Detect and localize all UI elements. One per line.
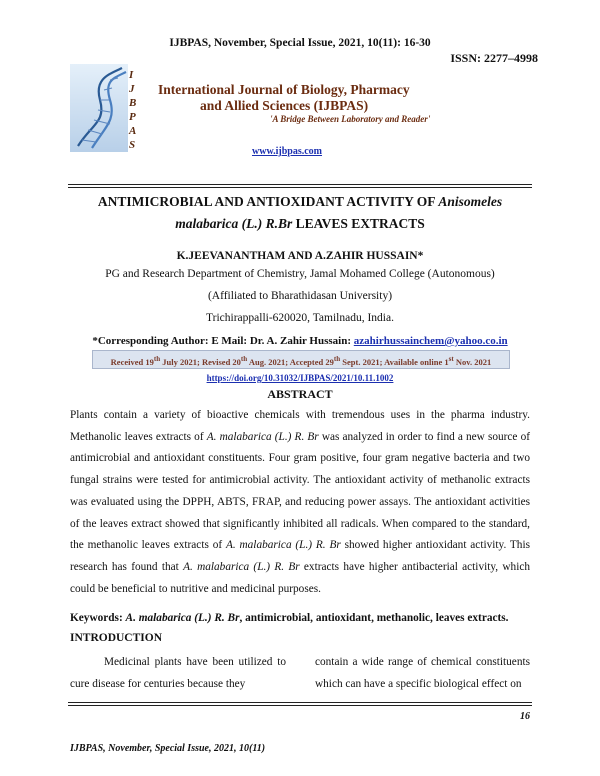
author-list: K.JEEVANANTHAM AND A.ZAHIR HUSSAIN* bbox=[176, 250, 424, 262]
corresponding-email-link[interactable]: azahirhussainchem@yahoo.co.in bbox=[353, 335, 508, 347]
journal-name-line2: and Allied Sciences (IJBPAS) bbox=[200, 98, 369, 113]
footer-divider bbox=[68, 702, 532, 703]
doi bbox=[0, 373, 600, 383]
logo-letter-s: S bbox=[129, 139, 136, 151]
abstract-species-3: A. malabarica (L.) R. Br bbox=[183, 560, 300, 573]
affiliation-department: PG and Research Department of Chemistry, Jamal Mohamed College (Autonomous) bbox=[105, 268, 495, 280]
issn-label: ISSN: 2277–4998 bbox=[450, 51, 538, 65]
footer-divider-thin bbox=[68, 705, 532, 706]
abstract-text: Plants contain a variety of bioactive chemicals with tremendous uses in the pharma industry. Methanolic leaves extracts of A. malabarica (L.) R. Br was analyzed in order to find a new source of antimicrobial and antioxidant constituents. Four gram positive, four gram negative bacteria and two fungal strains were tested for antimicrobial activity. The antioxidant activity of methanolic extracts was evaluated using the DPPH, ABTS, FRAP, and reducing power assays. The antioxidant activities of the leaves extract showed that significantly inhibited all radicals. When compared to the standard, the methanolic leaves extracts of A. malabarica (L.) R. Br showed higher antioxidant activity. This research has found that A. malabarica (L.) R. Br extracts have higher antibacterial activity, which could be beneficial to nutritive and medicinal purposes. bbox=[70, 409, 530, 595]
introduction-column-left: Medicinal plants have been utilized to cure disease for centuries because they bbox=[70, 656, 286, 690]
abstract-species-1: A. malabarica (L.) R. Br bbox=[206, 430, 319, 443]
journal-citation-header: IJBPAS, November, Special Issue, 2021, 10(11): 16-30 bbox=[169, 37, 431, 49]
abstract-species-2: A. malabarica (L.) R. Br bbox=[225, 539, 341, 552]
affiliation-address: Trichirappalli-620020, Tamilnadu, India. bbox=[206, 312, 394, 324]
affiliation-university: (Affiliated to Bharathidasan University) bbox=[207, 290, 393, 302]
journal-website-link[interactable]: www.ijbpas.com bbox=[252, 146, 323, 157]
abstract-heading: ABSTRACT bbox=[267, 387, 333, 401]
header-divider-thin bbox=[68, 187, 532, 188]
title-species-name: malabarica (L.) R.Br bbox=[175, 216, 293, 231]
logo-letter-b: B bbox=[129, 97, 137, 109]
footer-citation: IJBPAS, November, Special Issue, 2021, 10(11) bbox=[70, 743, 266, 754]
logo-letter-i: I bbox=[129, 69, 134, 81]
received-dates-box: Received 19th July 2021; Revised 20th Aug. 2021; Accepted 29th Sept. 2021; Available online 1st Nov. 2021 bbox=[92, 350, 510, 369]
introduction-column-right: contain a wide range of chemical constituents which can have a specific biological effect on bbox=[315, 656, 530, 690]
article-title-line1: ANTIMICROBIAL AND ANTIOXIDANT ACTIVITY OF Anisomeles bbox=[97, 194, 503, 209]
logo-letter-a: A bbox=[129, 125, 137, 137]
title-species-genus: Anisomeles bbox=[438, 194, 503, 209]
keywords-species: A. malabarica (L.) R. Br bbox=[125, 612, 240, 624]
page-number: 16 bbox=[520, 711, 530, 722]
journal-logo bbox=[70, 64, 150, 154]
introduction-heading: INTRODUCTION bbox=[70, 632, 163, 644]
logo-letter-j: J bbox=[129, 83, 135, 95]
journal-tagline: 'A Bridge Between Laboratory and Reader' bbox=[270, 114, 431, 124]
header-divider bbox=[68, 184, 532, 185]
article-title-line2: malabarica (L.) R.Br LEAVES EXTRACTS bbox=[175, 216, 425, 231]
logo-letter-p: P bbox=[129, 111, 136, 123]
journal-name-line1: International Journal of Biology, Pharmacy bbox=[158, 82, 410, 97]
corresponding-author: *Corresponding Author: E Mail: Dr. A. Zahir Hussain: azahirhussainchem@yahoo.co.in bbox=[92, 335, 508, 347]
doi-link[interactable]: https://doi.org/10.31032/IJBPAS/2021/10.11.1002 bbox=[206, 373, 394, 383]
keywords: Keywords: A. malabarica (L.) R. Br, antimicrobial, antioxidant, methanolic, leaves extracts. bbox=[70, 612, 509, 624]
